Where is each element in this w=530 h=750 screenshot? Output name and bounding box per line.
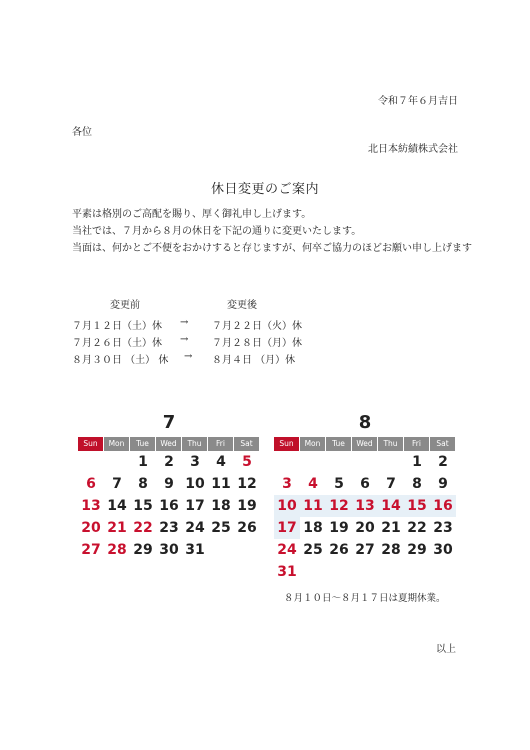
change-after: ７月２２日（火）休 xyxy=(212,321,302,332)
calendar-day: 3 xyxy=(282,476,292,492)
calendar-day: 10 xyxy=(274,495,300,517)
weekday-header: Fri xyxy=(208,437,234,451)
calendar-day: 24 xyxy=(185,520,205,536)
after-header: 変更後 xyxy=(227,300,257,311)
calendar-empty-cell xyxy=(104,451,130,473)
calendar-day: 16 xyxy=(430,495,456,517)
change-row xyxy=(72,351,332,369)
calendar-day-grid xyxy=(274,451,456,583)
calendar-week-row xyxy=(78,451,260,473)
calendar-day: 12 xyxy=(237,476,257,492)
calendar-day: 23 xyxy=(433,520,453,536)
calendar-day: 8 xyxy=(412,476,422,492)
recipient-line: 各位 xyxy=(72,127,92,138)
calendar-day: 22 xyxy=(407,520,427,536)
calendar-day: 25 xyxy=(303,542,323,558)
calendar-day-grid xyxy=(78,451,260,561)
calendar-empty-cell xyxy=(378,561,404,583)
change-before: ７月１２日（土）休 xyxy=(72,321,162,332)
calendar-day: 19 xyxy=(237,498,257,514)
calendar-day: 29 xyxy=(407,542,427,558)
calendar-day: 20 xyxy=(81,520,101,536)
calendar-day: 31 xyxy=(185,542,205,558)
calendar-day: 21 xyxy=(381,520,401,536)
arrow-icon: → xyxy=(180,317,189,328)
calendar-empty-cell xyxy=(300,451,326,473)
weekday-header: Sat xyxy=(430,437,456,451)
change-row xyxy=(72,334,332,352)
arrow-icon: → xyxy=(184,351,193,362)
weekday-header: Tue xyxy=(326,437,352,451)
calendar-empty-cell xyxy=(430,561,456,583)
calendar-day: 18 xyxy=(303,520,323,536)
calendar-day: 26 xyxy=(329,542,349,558)
calendar-day: 9 xyxy=(164,476,174,492)
calendar-day: 18 xyxy=(211,498,231,514)
weekday-header-row xyxy=(78,437,260,451)
weekday-header: Mon xyxy=(300,437,326,451)
calendar-day: 2 xyxy=(438,454,448,470)
calendar-day: 30 xyxy=(159,542,179,558)
weekday-header: Thu xyxy=(378,437,404,451)
change-before: ７月２６日（土）休 xyxy=(72,338,162,349)
calendar-day: 6 xyxy=(86,476,96,492)
calendar-week-row xyxy=(78,517,260,539)
calendar-day: 14 xyxy=(378,495,404,517)
change-after: ７月２８日（月）休 xyxy=(212,338,302,349)
change-row xyxy=(72,317,332,335)
calendar-day: 17 xyxy=(185,498,205,514)
body-line-3: 当面は、何かとご不便をおかけすると存じますが、何卒ご協力のほどお願い申し上げます xyxy=(72,243,472,254)
calendar-empty-cell xyxy=(78,451,104,473)
calendar-day: 31 xyxy=(277,564,297,580)
calendar-day: 28 xyxy=(107,542,127,558)
calendar-empty-cell xyxy=(404,561,430,583)
change-before: ８月３０日 （土） 休 xyxy=(72,355,169,366)
calendar-empty-cell xyxy=(300,561,326,583)
calendar-day: 20 xyxy=(355,520,375,536)
calendar-day: 27 xyxy=(355,542,375,558)
calendar-week-row xyxy=(274,495,456,517)
calendar-day: 2 xyxy=(164,454,174,470)
calendar-month-title: 7 xyxy=(162,412,176,433)
weekday-header: Wed xyxy=(156,437,182,451)
calendar-day: 19 xyxy=(329,520,349,536)
calendar-day: 21 xyxy=(107,520,127,536)
calendar-day: 8 xyxy=(138,476,148,492)
calendar-empty-cell xyxy=(378,451,404,473)
document-date: 令和７年６月吉日 xyxy=(378,96,458,107)
calendar-empty-cell xyxy=(326,561,352,583)
calendar-day: 23 xyxy=(159,520,179,536)
calendar-day: 13 xyxy=(81,498,101,514)
calendar-day: 22 xyxy=(133,520,153,536)
weekday-header: Mon xyxy=(104,437,130,451)
calendar-day: 10 xyxy=(185,476,205,492)
calendar-week-row xyxy=(274,473,456,495)
change-after: ８月４日 （月）休 xyxy=(212,355,296,366)
calendar-day: 16 xyxy=(159,498,179,514)
calendar-week-row xyxy=(274,451,456,473)
calendar-day: 6 xyxy=(360,476,370,492)
calendar-empty-cell xyxy=(208,539,234,561)
calendar-empty-cell xyxy=(274,451,300,473)
calendar-day: 11 xyxy=(300,495,326,517)
document-title: 休日変更のご案内 xyxy=(210,182,319,197)
calendar-week-row xyxy=(274,539,456,561)
calendar-day: 7 xyxy=(112,476,122,492)
before-header: 変更前 xyxy=(110,300,140,311)
calendar-week-row xyxy=(78,495,260,517)
calendar-day: 4 xyxy=(308,476,318,492)
calendar-day: 5 xyxy=(334,476,344,492)
calendar-day: 17 xyxy=(274,517,300,539)
calendar-empty-cell xyxy=(234,539,260,561)
calendar-empty-cell xyxy=(326,451,352,473)
closing-text: 以上 xyxy=(436,644,456,655)
calendar-day: 13 xyxy=(352,495,378,517)
calendar-week-row xyxy=(78,473,260,495)
calendar-day: 24 xyxy=(277,542,297,558)
calendar-day: 1 xyxy=(412,454,422,470)
calendar-empty-cell xyxy=(352,451,378,473)
calendar-day: 28 xyxy=(381,542,401,558)
arrow-icon: → xyxy=(180,334,189,345)
weekday-header: Sun xyxy=(78,437,104,451)
body-line-2: 当社では、７月から８月の休日を下記の通りに変更いたします。 xyxy=(72,226,362,237)
weekday-header: Wed xyxy=(352,437,378,451)
calendar-day: 12 xyxy=(326,495,352,517)
calendar-day: 15 xyxy=(404,495,430,517)
calendar-day: 27 xyxy=(81,542,101,558)
calendar-day: 25 xyxy=(211,520,231,536)
weekday-header: Sat xyxy=(234,437,260,451)
weekday-header: Fri xyxy=(404,437,430,451)
company-name: 北日本紡績株式会社 xyxy=(368,144,458,155)
calendar-day: 7 xyxy=(386,476,396,492)
calendar-day: 1 xyxy=(138,454,148,470)
calendar-day: 15 xyxy=(133,498,153,514)
calendar-week-row xyxy=(274,517,456,539)
weekday-header: Tue xyxy=(130,437,156,451)
calendar-day: 11 xyxy=(211,476,231,492)
calendar-day: 26 xyxy=(237,520,257,536)
calendar-day: 4 xyxy=(216,454,226,470)
weekday-header: Thu xyxy=(182,437,208,451)
weekday-header-row xyxy=(274,437,456,451)
calendar-day: 3 xyxy=(190,454,200,470)
calendar-day: 29 xyxy=(133,542,153,558)
calendar-day: 30 xyxy=(433,542,453,558)
calendar-day: 9 xyxy=(438,476,448,492)
calendar-day: 14 xyxy=(107,498,127,514)
calendar-day: 5 xyxy=(242,454,252,470)
calendar-week-row xyxy=(78,539,260,561)
calendar-week-row xyxy=(274,561,456,583)
calendar-month-title: 8 xyxy=(358,412,372,433)
body-line-1: 平素は格別のご高配を賜り、厚く御礼申し上げます。 xyxy=(72,209,312,220)
weekday-header: Sun xyxy=(274,437,300,451)
summer-vacation-note: ８月１０日～８月１７日は夏期休業。 xyxy=(284,593,446,604)
calendar-empty-cell xyxy=(352,561,378,583)
